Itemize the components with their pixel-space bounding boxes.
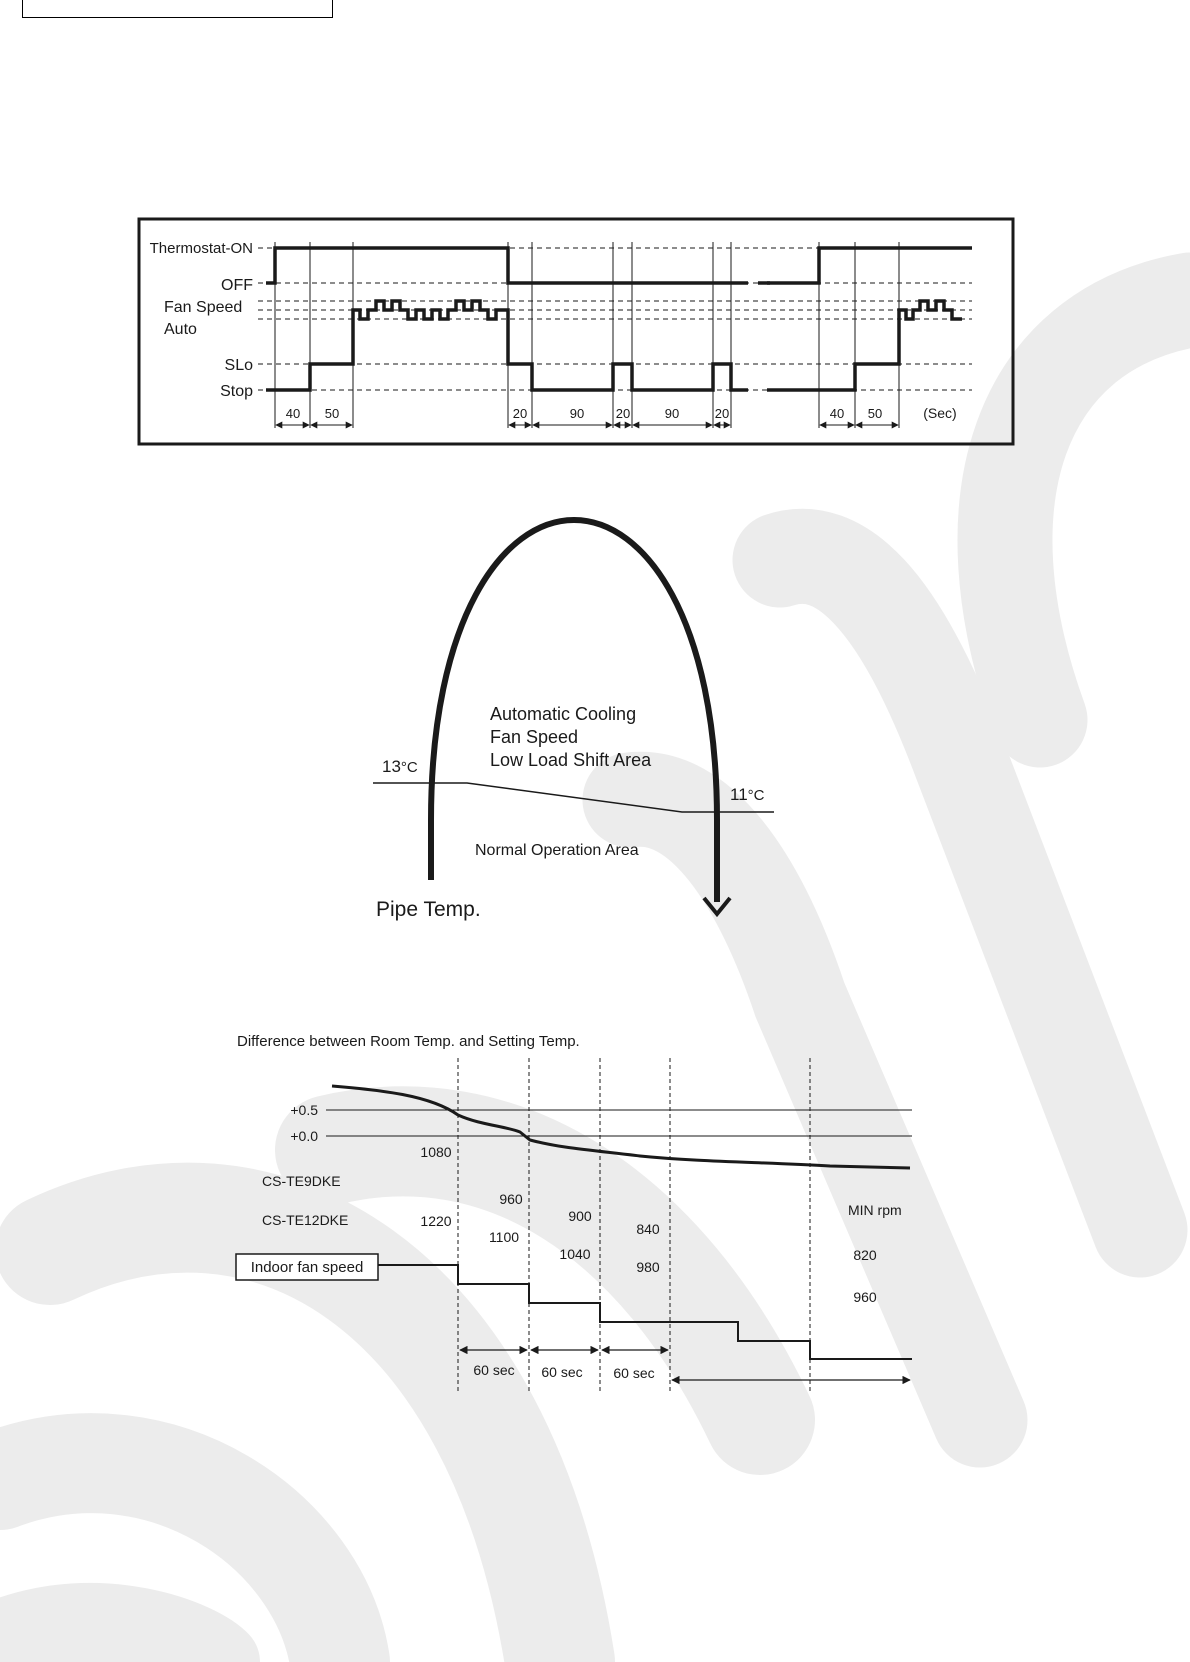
label-off: OFF	[221, 277, 253, 294]
interval-label: 40	[285, 406, 301, 421]
temp-high-label: 13°C	[382, 757, 418, 776]
interval-label: 60 sec	[613, 1365, 655, 1381]
speed-te12dke: 1040	[559, 1246, 591, 1262]
speed-te9dke: 900	[568, 1208, 592, 1224]
label-stop: Stop	[220, 383, 253, 400]
interval-label: 50	[324, 406, 340, 421]
speed-te9dke: 840	[636, 1221, 660, 1237]
diagram-title: Difference between Room Temp. and Setting Temp.	[237, 1033, 580, 1050]
area-label-line-3: Low Load Shift Area	[490, 750, 652, 770]
watermark-logo	[0, 300, 1190, 1662]
speed-te12dke: 1100	[488, 1229, 520, 1245]
label-thermostat-on: Thermostat-ON	[149, 240, 253, 257]
normal-area-label: Normal Operation Area	[475, 842, 639, 859]
speed-te12dke: 960	[853, 1289, 877, 1305]
area-label-line-1: Automatic Cooling	[490, 704, 637, 724]
speed-te12dke: 980	[636, 1259, 660, 1275]
interval-label: 90	[664, 406, 680, 421]
interval-label: 60 sec	[541, 1364, 583, 1380]
label-auto: Auto	[164, 321, 197, 338]
model-label-te9dke: CS-TE9DKE	[262, 1173, 341, 1189]
interval-label: 60 sec	[473, 1362, 515, 1378]
fan-speed-signal	[266, 301, 962, 390]
speed-te9dke: 820	[853, 1247, 877, 1263]
min-rpm-label: MIN rpm	[848, 1202, 902, 1218]
indoor-fan-speed-label: Indoor fan speed	[250, 1259, 364, 1276]
interval-label: 20	[714, 406, 730, 421]
label-slo: SLo	[224, 357, 253, 374]
interval-label: 40	[829, 406, 845, 421]
speed-te9dke: 1080	[420, 1144, 452, 1160]
thermostat-signal	[266, 248, 972, 283]
speed-te9dke: 960	[499, 1191, 523, 1207]
temp-low-label: 11°C	[730, 785, 765, 804]
level-label-plus-0-5: +0.5	[290, 1102, 318, 1118]
speed-te12dke: 1220	[420, 1213, 452, 1229]
label-fan-speed: Fan Speed	[164, 299, 243, 316]
interval-label: 90	[569, 406, 585, 421]
area-label-line-2: Fan Speed	[490, 727, 579, 747]
level-label-plus-0-0: +0.0	[290, 1128, 318, 1144]
interval-label: 20	[512, 406, 528, 421]
pipe-temp-label: Pipe Temp.	[376, 898, 481, 921]
interval-label: 20	[615, 406, 631, 421]
interval-label: 50	[867, 406, 883, 421]
fan-timing-diagram	[139, 219, 1013, 444]
event-vertical-lines	[275, 242, 899, 428]
unit-label: (Sec)	[923, 405, 957, 421]
model-label-te12dke: CS-TE12DKE	[262, 1212, 349, 1228]
